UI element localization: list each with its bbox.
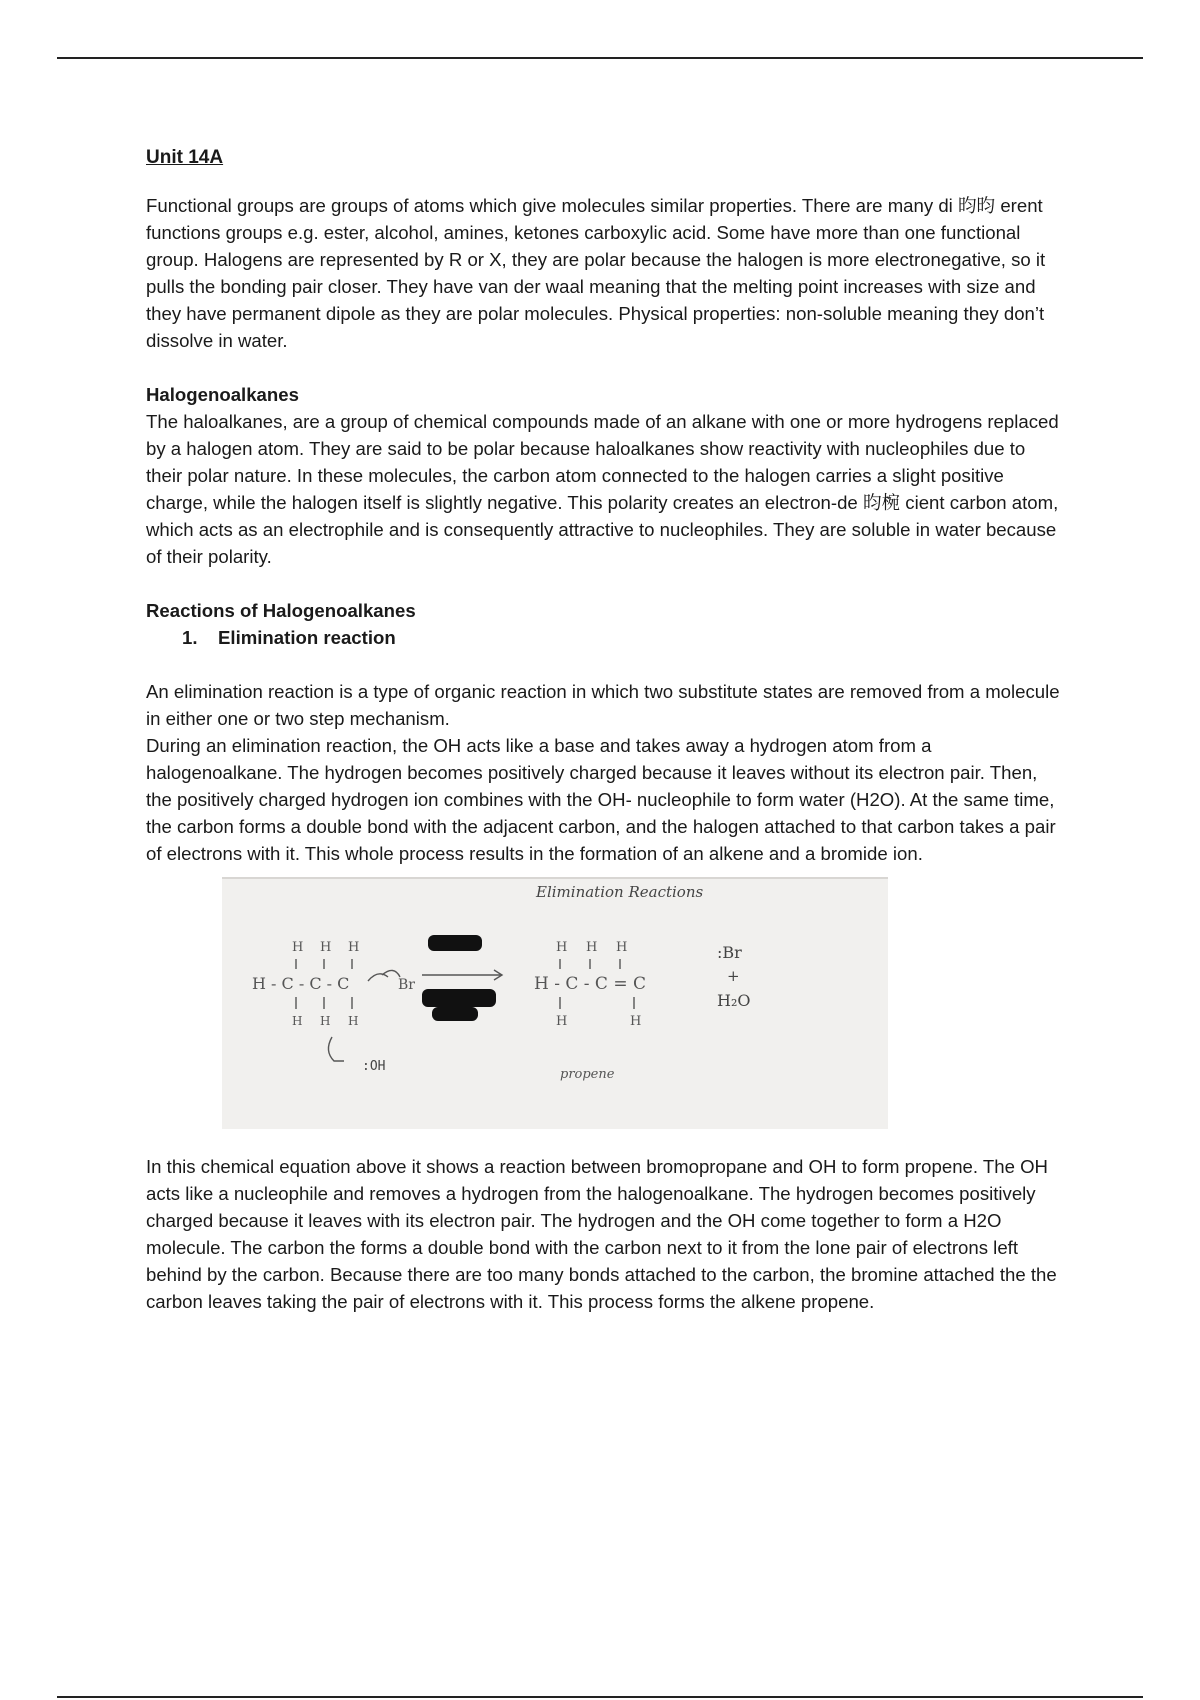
svg-text:H: H [348, 940, 360, 955]
svg-text:H: H [320, 1014, 331, 1028]
svg-text:H - C - C - C: H - C - C - C [252, 974, 350, 993]
top-rule [57, 57, 1143, 59]
svg-text:H: H [320, 940, 332, 955]
svg-text:H: H [348, 1014, 359, 1028]
figure-caption: Elimination Reactions [536, 883, 704, 901]
plus-sign: + [727, 967, 740, 985]
elimination-paragraph-2: During an elimination reaction, the OH acts like a base and takes away a hydrogen atom from a halogenoalkane. The hydrogen becomes positively charged because it leaves without its electron pair. Then, the positively charged hydrogen ion combines with the OH- nucleophile to form water (H2O). At the same time, the carbon forms a double bond with the adjacent carbon, and the halogen attached to that carbon takes a pair of electrons with it. This whole process results in the formation of an alkene and a bromide ion. [146, 735, 1056, 864]
svg-text:H: H [292, 1014, 303, 1028]
svg-text:H - C - C = C: H - C - C = C [534, 974, 647, 994]
svg-text:H: H [586, 940, 598, 955]
intro-paragraph: Functional groups are groups of atoms which give molecules similar properties. There are many di 昀昀 erent functions groups e.g. ester, alcohol, amines, ketones carboxylic acid. Some have more than one functional group. Halogens are represented by R or X, they are polar because the halogen is more electronegative, so it pulls the bonding pair closer. They have van der waal meaning that the melting point increases with size and they have permanent dipole as they are polar molecules. Physical properties: non-soluble meaning they don’t dissolve in water. [146, 195, 1046, 351]
document-page [146, 146, 1066, 1315]
list-item [182, 624, 1066, 651]
product-label: propene [560, 1067, 615, 1082]
svg-text:H: H [292, 940, 304, 955]
svg-text:H: H [630, 1014, 642, 1029]
svg-text:Br: Br [398, 977, 415, 993]
halogenoalkanes-paragraph: The haloalkanes, are a group of chemical compounds made of an alkane with one or more hydrogens replaced by a halogen atom. They are said to be polar because haloalkanes show reactivity with nucleophiles due to their polar nature. In these molecules, the carbon atom connected to the halogen carries a slight positive charge, while the halogen itself is slightly negative. This polarity creates an electron-de 昀椀 cient carbon atom, which acts as an electrophile and is consequently attractive to nucleophiles. They are soluble in water because of their polarity. [146, 411, 1059, 567]
list-item-label: Elimination reaction [218, 627, 396, 648]
reaction-figure [222, 877, 888, 1129]
reactions-heading: Reactions of Halogenoalkanes [146, 600, 416, 621]
water-label: H₂O [717, 991, 751, 1010]
svg-text:H: H [556, 940, 568, 955]
halogenoalkanes-heading: Halogenoalkanes [146, 384, 299, 405]
elimination-paragraph-1: An elimination reaction is a type of organic reaction in which two substitute states are removed from a molecule in either one or two step mechanism. [146, 681, 1060, 729]
svg-text:H: H [616, 940, 628, 955]
document-title: Unit 14A [146, 147, 224, 168]
explanation-paragraph: In this chemical equation above it shows a reaction between bromopropane and OH to form propene. The OH acts like a nucleophile and removes a hydrogen from the halogenoalkane. The hydrogen becomes positively charged because it leaves with its electron pair. The hydrogen and the OH come together to form a H2O molecule. The carbon the forms a double bond with the carbon next to it from the lone pair of electrons left behind by the carbon. Because there are too many bonds attached to the carbon, the bromine attached the the carbon leaves taking the pair of electrons with it. This process forms the alkene propene. [146, 1156, 1057, 1312]
hydroxide-label: :OH [362, 1059, 386, 1074]
reaction-diagram [222, 879, 888, 1129]
svg-text:H: H [556, 1014, 568, 1029]
list-number: 1. [182, 627, 198, 648]
bromide-label: :Br [717, 943, 742, 962]
bottom-rule [57, 1696, 1143, 1698]
